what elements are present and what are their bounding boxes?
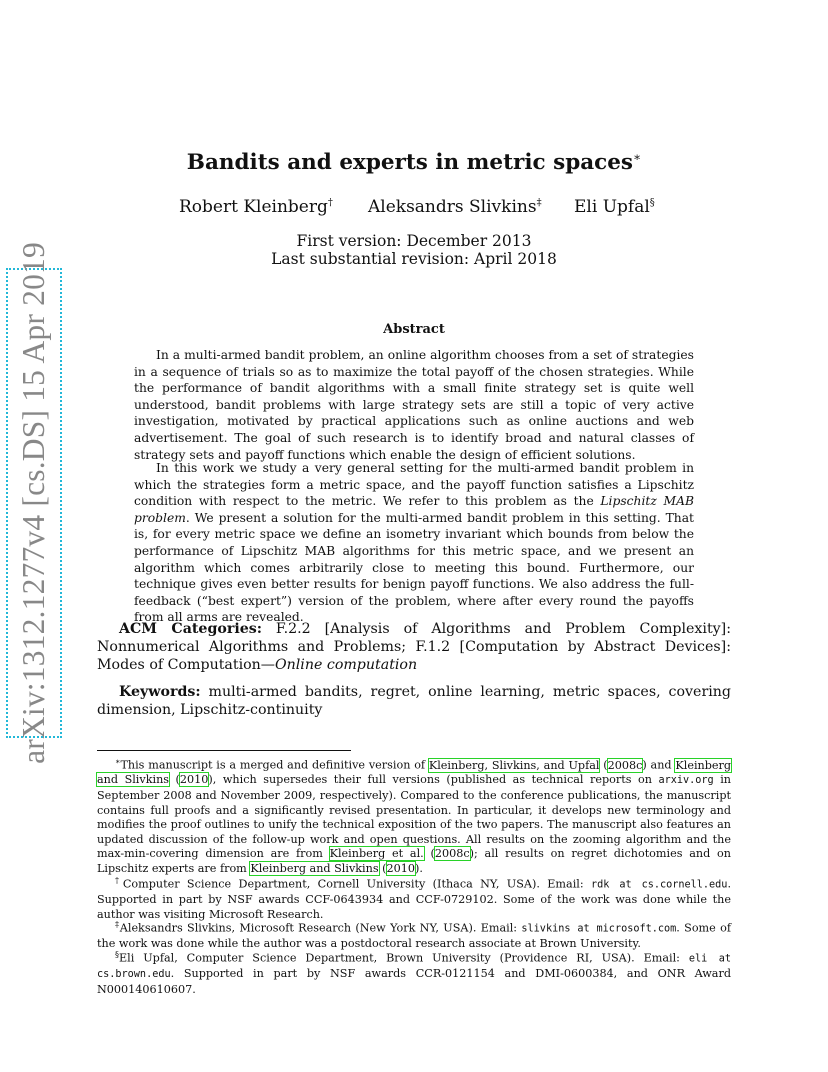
author-email: eli at cs.brown.edu	[97, 953, 731, 981]
title-footnote-mark: ∗	[633, 150, 642, 164]
arxiv-domain: arxiv.org	[658, 775, 714, 787]
citation-link[interactable]: Kleinberg et al.	[329, 847, 424, 861]
acm-label: ACM Categories:	[119, 621, 262, 637]
footnote-3	[97, 918, 731, 952]
footnote-text: This manuscript is a merged and definitive version of	[120, 758, 429, 772]
footnote-text: . Supported in part by NSF awards CCF-0643934 and CCF-0729102. Some of the work was done while the author was visiting Microsoft Research.	[97, 877, 731, 921]
footnote-text: ); all results on regret dichotomies and on Lipschitz experts are from	[97, 847, 732, 875]
author-email: slivkins at microsoft.com	[521, 923, 677, 935]
first-version-line: First version: December 2013	[296, 232, 532, 250]
footnote-text: (	[378, 861, 387, 875]
footnote-mark: ‡	[115, 920, 120, 929]
citation-year-link[interactable]: 2010	[386, 861, 415, 875]
footnote-text: (	[169, 773, 180, 787]
footnote-text: Aleksandrs Slivkins, Microsoft Research (New York NY, USA). Email:	[119, 921, 522, 935]
arxiv-identifier-stamp[interactable]: arXiv:1312.1277v4 [cs.DS] 15 Apr 2019	[16, 242, 51, 764]
footnote-4	[97, 948, 731, 998]
citation-link[interactable]: Kleinberg and Slivkins	[250, 861, 379, 875]
footnote-2	[97, 874, 731, 923]
acm-emphasis: Online computation	[274, 657, 418, 673]
footnote-text: Computer Science Department, Cornell University (Ithaca NY, USA). Email:	[122, 877, 591, 891]
author-name: Eli Upfal	[574, 197, 650, 217]
author-footnote-mark: ‡	[536, 197, 542, 209]
author-name: Robert Kleinberg	[179, 197, 328, 217]
footnote-text: Eli Upfal, Computer Science Department, Brown University (Providence RI, USA). Email:	[119, 951, 689, 965]
author-email: rdk at cs.cornell.edu	[591, 879, 728, 891]
keywords	[97, 683, 731, 719]
author-1	[179, 197, 333, 217]
footnote-divider	[97, 750, 351, 751]
footnote-text: ).	[414, 861, 423, 875]
abstract-text: In this work we study a very general setting for the multi-armed bandit problem in which the strategies form a metric space, and the payoff function satisfies a Lipschitz condition with respect to the metric. We refer to this problem as the	[134, 461, 694, 509]
footnote-text: ), which supersedes their full versions (published as technical reports on	[208, 773, 659, 787]
citation-link[interactable]: Kleinberg and Slivkins	[97, 758, 732, 787]
author-footnote-mark: §	[649, 197, 655, 209]
acm-text: F.2.2 [Analysis of Algorithms and Problem Complexity]: Nonnumerical Algorithms and Problems; F.1.2 [Computation by Abstract Devices]: Modes of Computation—	[97, 621, 731, 673]
footnote-text: . Supported in part by NSF awards CCR-0121154 and DMI-0600384, and ONR Award N000140610607.	[97, 967, 731, 996]
abstract-paragraph-1: In a multi-armed bandit problem, an online algorithm chooses from a set of strategies in a sequence of trials so as to maximize the total payoff of the chosen strategies. While the performance of bandit algorithms with a small finite strategy set is quite well understood, bandit problems with large strategy sets are still a topic of very active investigation, motivated by practical applications such as online auctions and web advertisement. The goal of such research is to identify broad and natural classes of strategy sets and payoff functions which enable the design of efficient solutions.	[134, 348, 694, 462]
footnote-mark: §	[115, 950, 119, 959]
footnote-text: . Some of the work was done while the author was a postdoctoral research associate at Brown University.	[97, 921, 731, 951]
abstract-text: . We present a solution for the multi-armed bandit problem in this setting. That is, for every metric space we define an isometry invariant which bounds from below the performance of Lipschitz MAB algorithms for this metric space, and we present an algorithm which comes arbitrarily close to meeting this bound. Furthermore, our technique gives even better results for benign payoff functions. We also address the full-feedback (“best expert”) version of the problem, where after every round the payoffs from all arms are revealed.	[134, 510, 694, 625]
author-2	[368, 197, 542, 217]
footnote-text: (	[599, 758, 608, 772]
abstract-emphasis: Lipschitz MAB problem	[134, 494, 694, 525]
abstract-paragraph-2	[134, 460, 694, 626]
keywords-text: multi-armed bandits, regret, online learning, metric spaces, covering dimension, Lipschitz-continuity	[97, 684, 731, 718]
footnote-text: in September 2008 and November 2009, respectively). Compared to the conference publications, the manuscript contains full proofs and a significantly revised presentation. In particular, it develops new terminology and modifies the proof outlines to unify the technical exposition of the two papers. The manuscript also features an updated discussion of the follow-up work and open questions. All results on the zooming algorithm and the max-min-covering dimension are from	[97, 773, 732, 861]
footnote-text: ) and	[642, 758, 676, 772]
footnote-mark: †	[115, 876, 123, 885]
footnote-mark: ∗	[115, 757, 121, 766]
paper-title	[0, 150, 828, 175]
citation-year-link[interactable]: 2008c	[434, 847, 470, 861]
footnote-1	[97, 755, 731, 876]
citation-year-link[interactable]: 2010	[179, 773, 209, 787]
title-text: Bandits and experts in metric spaces	[186, 150, 634, 176]
keywords-label: Keywords:	[119, 684, 201, 700]
author-name: Aleksandrs Slivkins	[368, 197, 537, 217]
author-3	[574, 197, 655, 217]
citation-year-link[interactable]: 2008c	[607, 758, 643, 772]
footnote-text: (	[423, 847, 435, 861]
citation-link[interactable]: Kleinberg, Slivkins, and Upfal	[428, 758, 600, 772]
acm-categories	[97, 620, 731, 674]
last-revision-line: Last substantial revision: April 2018	[271, 250, 557, 268]
author-footnote-mark: †	[327, 197, 333, 209]
abstract-heading: Abstract	[383, 322, 445, 337]
